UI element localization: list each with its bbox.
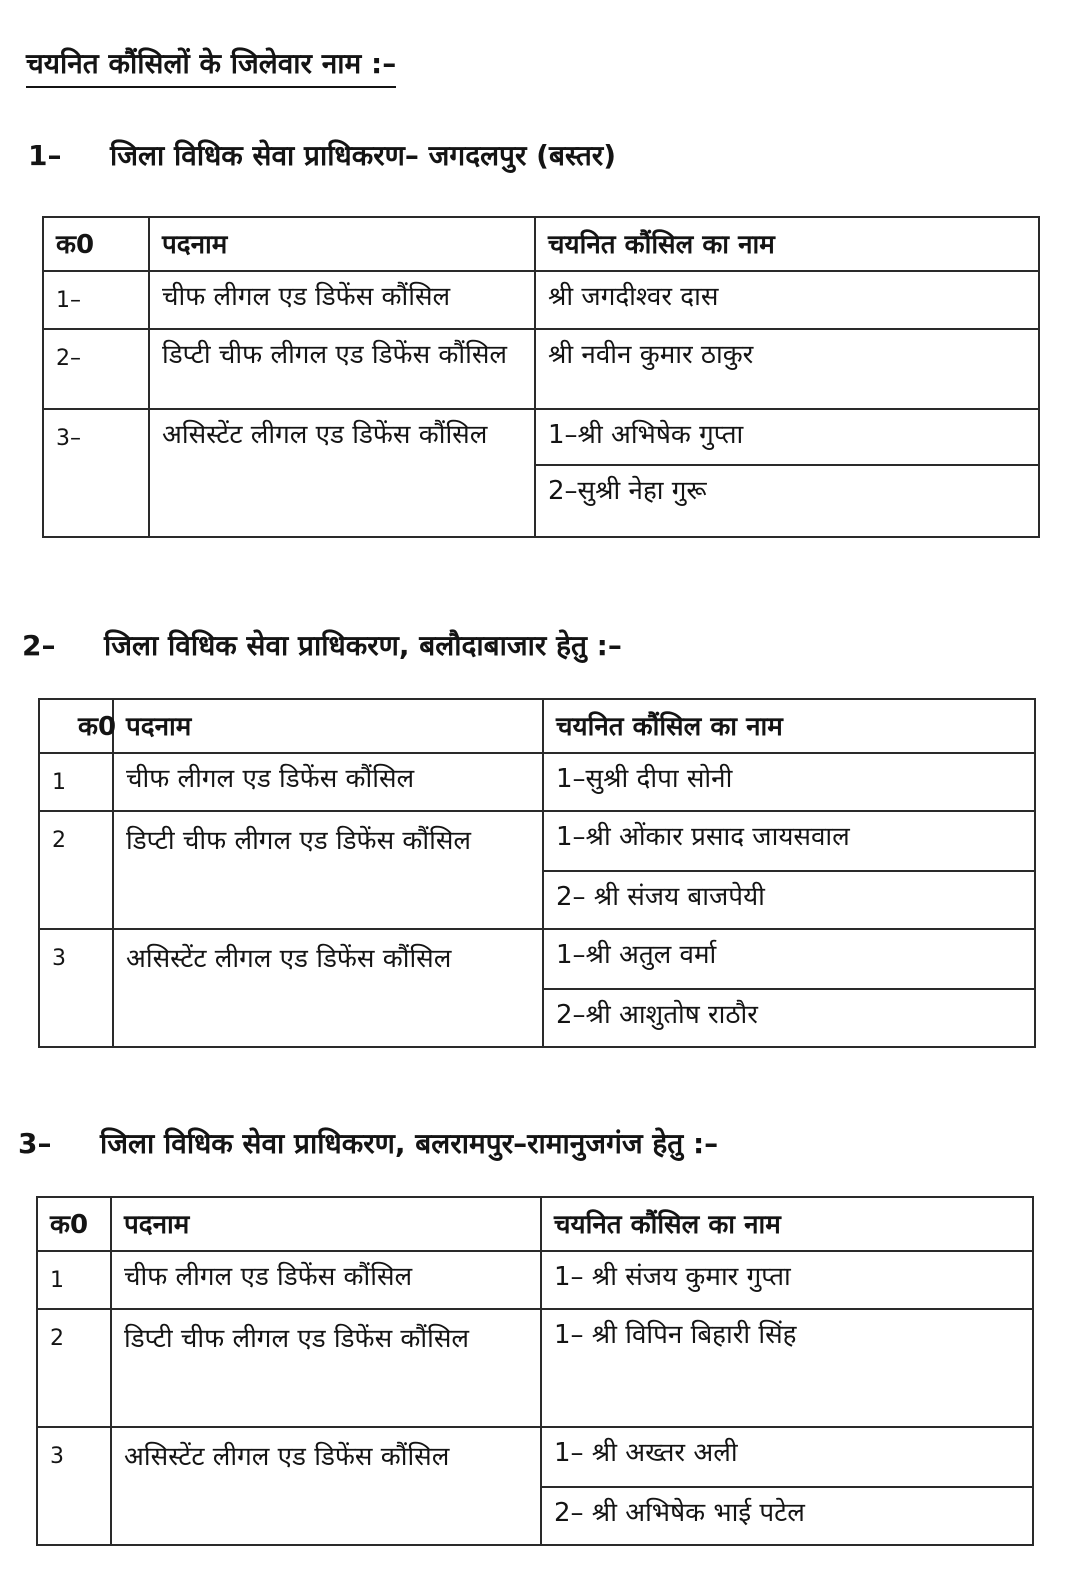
table-header-row — [43, 217, 1039, 271]
council-name: 2–सुश्री नेहा गुरू — [548, 476, 707, 506]
row-serial: 3– — [43, 409, 149, 537]
council-name: 1–श्री ओंकार प्रसाद जायसवाल — [544, 812, 1034, 872]
table-row — [37, 1427, 1033, 1545]
council-name: 2–श्री आशुतोष राठौर — [556, 1000, 758, 1030]
row-designation: चीफ लीगल एड डिफेंस कौंसिल — [111, 1251, 541, 1309]
table-row — [39, 753, 1035, 811]
table-row — [43, 409, 1039, 537]
row-serial: 2 — [37, 1309, 111, 1427]
council-name: 1–श्री अभिषेक गुप्ता — [536, 410, 1038, 466]
table-row — [37, 1309, 1033, 1427]
row-names — [535, 409, 1039, 537]
council-name: श्री जगदीश्वर दास — [548, 282, 719, 312]
header-designation: पदनाम — [149, 217, 535, 271]
council-name: 2– श्री संजय बाजपेयी — [556, 882, 765, 912]
row-designation: डिप्टी चीफ लीगल एड डिफेंस कौंसिल — [113, 811, 543, 929]
row-designation: डिप्टी चीफ लीगल एड डिफेंस कौंसिल — [149, 329, 535, 409]
council-name: 1– श्री संजय कुमार गुप्ता — [554, 1262, 791, 1292]
row-designation: असिस्टेंट लीगल एड डिफेंस कौंसिल — [111, 1427, 541, 1545]
section-3-title — [18, 1124, 718, 1164]
row-serial: 1– — [43, 271, 149, 329]
section-2-title — [22, 626, 622, 666]
header-council-name: चयनित कौंसिल का नाम — [543, 699, 1035, 753]
header-council-name: चयनित कौंसिल का नाम — [541, 1197, 1033, 1251]
row-serial: 2 — [39, 811, 113, 929]
header-council-name: चयनित कौंसिल का नाम — [535, 217, 1039, 271]
section-number: 3– — [18, 1127, 52, 1160]
council-name: श्री नवीन कुमार ठाकुर — [548, 340, 754, 370]
row-serial: 3 — [39, 929, 113, 1047]
row-designation: चीफ लीगल एड डिफेंस कौंसिल — [149, 271, 535, 329]
row-designation: चीफ लीगल एड डिफेंस कौंसिल — [113, 753, 543, 811]
row-serial: 3 — [37, 1427, 111, 1545]
council-name: 1– श्री विपिन बिहारी सिंह — [554, 1320, 797, 1350]
row-designation: डिप्टी चीफ लीगल एड डिफेंस कौंसिल — [111, 1309, 541, 1427]
header-serial: क0 — [43, 217, 149, 271]
row-names — [541, 1251, 1033, 1309]
header-serial: क0 — [37, 1197, 111, 1251]
header-serial: क0 — [39, 699, 113, 753]
table-row — [39, 811, 1035, 929]
row-serial: 1 — [37, 1251, 111, 1309]
section-title-text: जिला विधिक सेवा प्राधिकरण– जगदलपुर (बस्तर) — [110, 139, 617, 172]
council-table-2 — [38, 698, 1036, 1048]
row-names — [535, 329, 1039, 409]
row-names — [543, 811, 1035, 929]
row-names — [543, 753, 1035, 811]
table-header-row — [39, 699, 1035, 753]
page-heading: चयनित कौंसिलों के जिलेवार नाम :– — [26, 46, 396, 88]
table-row — [43, 271, 1039, 329]
row-designation: असिस्टेंट लीगल एड डिफेंस कौंसिल — [149, 409, 535, 537]
row-serial: 1 — [39, 753, 113, 811]
header-designation: पदनाम — [113, 699, 543, 753]
row-names — [543, 929, 1035, 1047]
council-name: 1–श्री अतुल वर्मा — [544, 930, 1034, 990]
section-title-text: जिला विधिक सेवा प्राधिकरण, बलौदाबाजार हेतु :– — [104, 629, 622, 662]
council-table-3 — [36, 1196, 1034, 1546]
header-designation: पदनाम — [111, 1197, 541, 1251]
section-title-text: जिला विधिक सेवा प्राधिकरण, बलरामपुर–रामानुजगंज हेतु :– — [100, 1127, 719, 1160]
row-names — [535, 271, 1039, 329]
table-row — [43, 329, 1039, 409]
section-number: 2– — [22, 629, 56, 662]
table-header-row — [37, 1197, 1033, 1251]
section-1-title — [28, 136, 616, 176]
table-row — [39, 929, 1035, 1047]
council-name: 1– श्री अख्तर अली — [542, 1428, 1032, 1488]
council-name: 1–सुश्री दीपा सोनी — [556, 764, 733, 794]
row-serial: 2– — [43, 329, 149, 409]
table-row — [37, 1251, 1033, 1309]
section-number: 1– — [28, 139, 62, 172]
council-table-1 — [42, 216, 1040, 538]
council-name: 2– श्री अभिषेक भाई पटेल — [554, 1498, 805, 1528]
row-names — [541, 1427, 1033, 1545]
row-designation: असिस्टेंट लीगल एड डिफेंस कौंसिल — [113, 929, 543, 1047]
row-names — [541, 1309, 1033, 1427]
